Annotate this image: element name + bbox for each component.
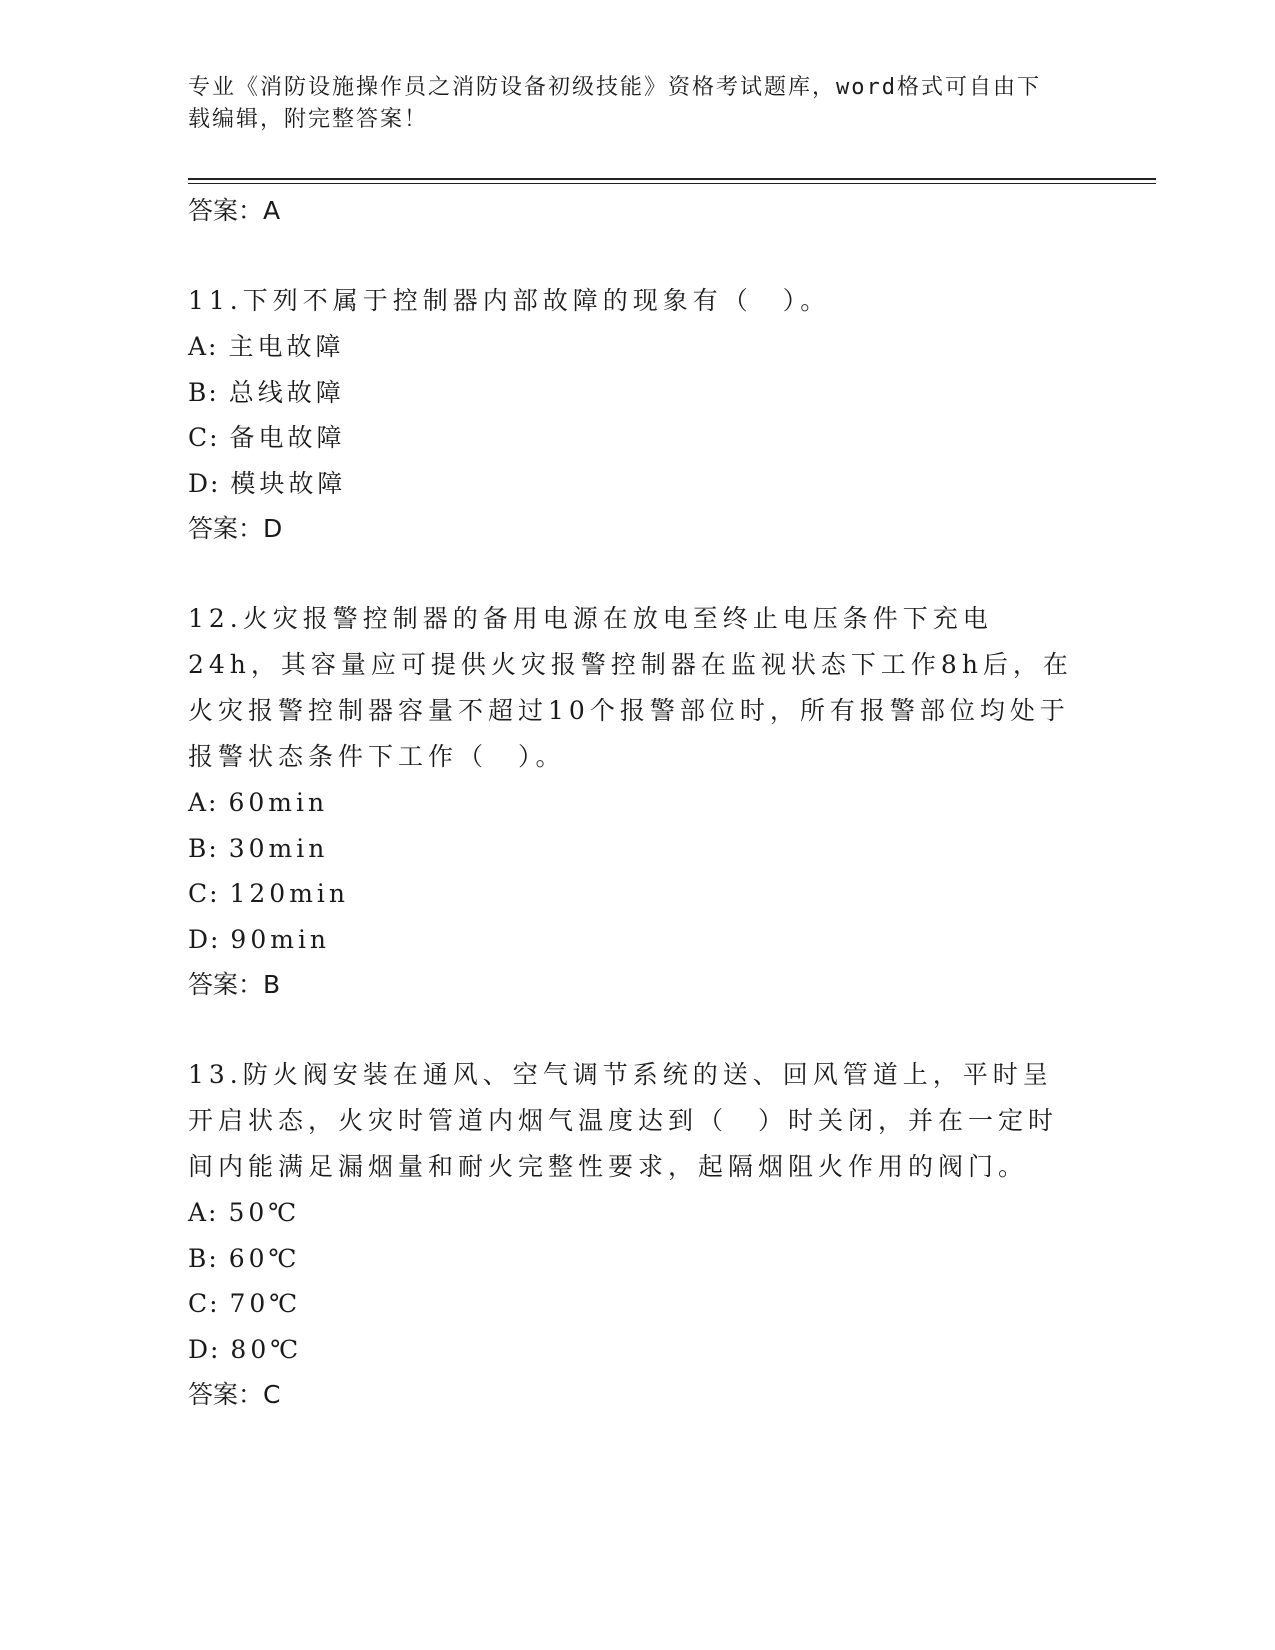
option-b [188, 826, 1078, 872]
header-divider-thin [188, 183, 1156, 184]
answer-line: 答案：C [188, 1380, 281, 1409]
option-text: 备电故障 [229, 423, 346, 452]
option-text: 60min [228, 788, 329, 817]
option-label: A: [188, 788, 229, 817]
option-text: 120min [229, 879, 350, 908]
question-stem: 11.下列不属于控制器内部故障的现象有（ ）。 [188, 286, 831, 315]
option-label: C: [188, 1289, 230, 1318]
option-b [188, 1236, 1078, 1282]
option-text: 90min [230, 924, 331, 954]
option-c [188, 415, 1078, 461]
option-text: 主电故障 [228, 332, 345, 361]
question-block [188, 596, 1078, 1008]
header-divider-thick [188, 178, 1156, 180]
option-b [188, 370, 1078, 416]
option-text: 总线故障 [228, 377, 345, 407]
option-d [188, 461, 1078, 507]
option-label: C: [188, 423, 230, 452]
question-list [188, 188, 1078, 1418]
option-a [188, 780, 1078, 826]
option-label: C: [188, 879, 230, 908]
option-label: B: [188, 377, 229, 407]
option-label: A: [188, 332, 229, 361]
header-line-1: 专业《消防设施操作员之消防设备初级技能》资格考试题库，word格式可自由下 [188, 75, 1041, 100]
option-text: 30min [228, 833, 329, 863]
option-label: B: [188, 833, 229, 863]
option-text: 70℃ [229, 1289, 302, 1318]
header-line-2: 载编辑，附完整答案！ [188, 107, 429, 132]
option-label: D: [188, 468, 231, 498]
option-a [188, 1190, 1078, 1236]
option-text: 60℃ [228, 1243, 301, 1273]
option-text: 50℃ [228, 1198, 301, 1227]
option-text: 模块故障 [230, 468, 347, 498]
option-label: A: [188, 1198, 229, 1227]
answer-line: 答案：D [188, 514, 283, 543]
option-d [188, 917, 1078, 963]
question-block [188, 278, 1078, 552]
document-header [188, 72, 1088, 136]
option-c [188, 1281, 1078, 1327]
option-label: B: [188, 1243, 229, 1273]
question-stem: 12.火灾报警控制器的备用电源在放电至终止电压条件下充电24h，其容量应可提供火灾报警控制器在监视状态下工作8h后，在火灾报警控制器容量不超过10个报警部位时，所有报警部位均处于报警状态条件下工作（ ）。 [188, 604, 1073, 771]
question-block [188, 1052, 1078, 1418]
option-c [188, 871, 1078, 917]
option-d [188, 1327, 1078, 1373]
option-text: 80℃ [230, 1334, 303, 1364]
question-stem: 13.防火阀安装在通风、空气调节系统的送、回风管道上，平时呈开启状态，火灾时管道内烟气温度达到（ ）时关闭，并在一定时间内能满足漏烟量和耐火完整性要求，起隔烟阻火作用的阀门。 [188, 1060, 1059, 1181]
option-a [188, 324, 1078, 370]
option-label: D: [188, 924, 231, 954]
answer-line: 答案：B [188, 970, 281, 999]
answer-line: 答案：A [188, 196, 281, 225]
option-label: D: [188, 1334, 231, 1364]
